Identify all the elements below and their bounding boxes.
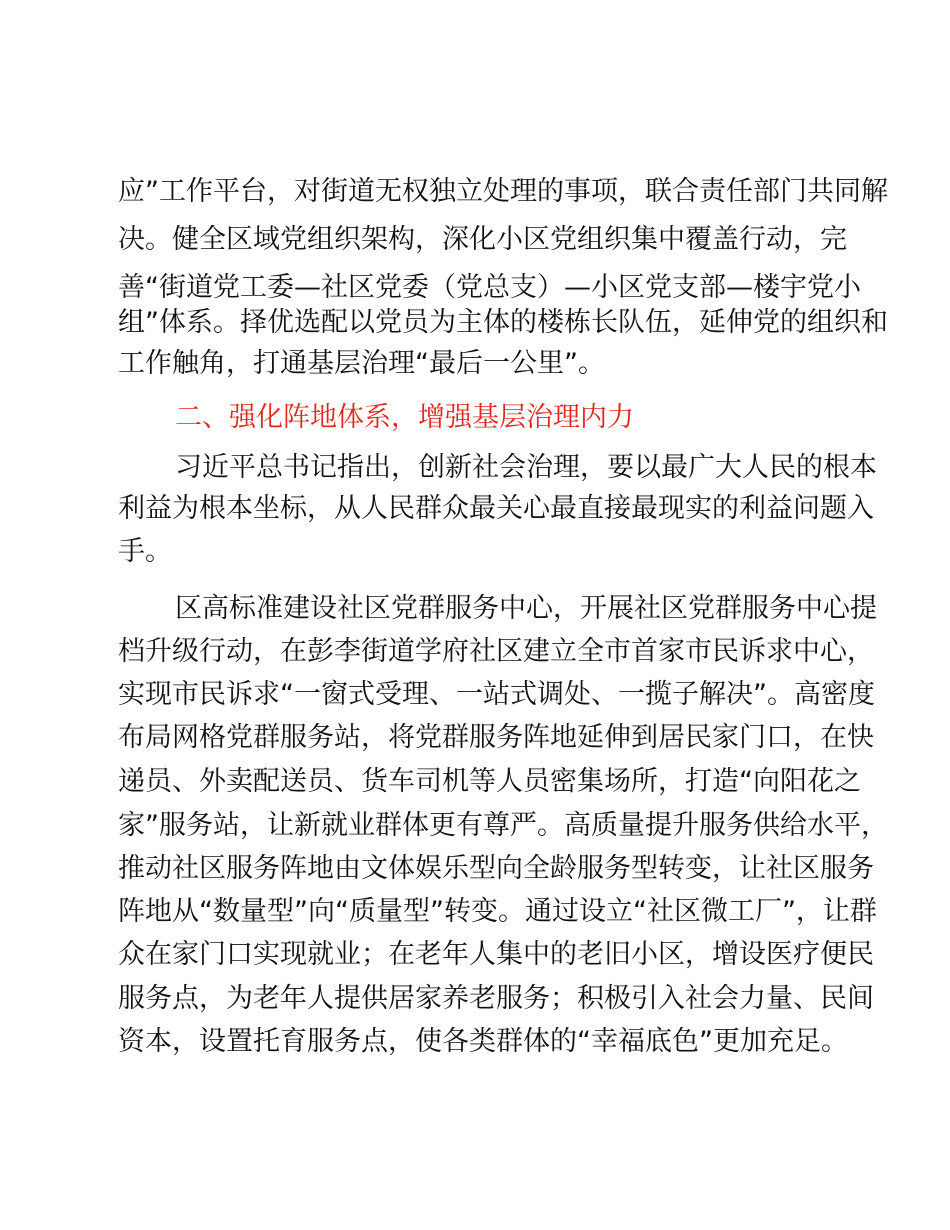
paragraph-3-line-4: 布局网格党群服务站，将党群服务阵地延伸到居民家门口，在快 — [118, 722, 874, 753]
paragraph-1-line-3: 善“街道党工委—社区党委（党总支）—小区党支部—楼宇党小 — [118, 272, 861, 303]
paragraph-1-line-1: 应”工作平台，对街道无权独立处理的事项，联合责任部门共同解 — [118, 176, 888, 207]
paragraph-3-line-2: 档升级行动，在彭李街道学府社区建立全市首家市民诉求中心， — [118, 636, 874, 667]
paragraph-1-line-5: 工作触角，打通基层治理“最后一公里”。 — [118, 348, 605, 379]
paragraph-2-line-1: 习近平总书记指出，创新社会治理，要以最广大人民的根本 — [175, 452, 877, 483]
paragraph-2-line-2: 利益为根本坐标，从人民群众最关心最直接最现实的利益问题入 — [118, 493, 874, 524]
paragraph-3-line-7: 推动社区服务阵地由文体娱乐型向全龄服务型转变，让社区服务 — [118, 853, 874, 884]
paragraph-3-line-9: 众在家门口实现就业；在老年人集中的老旧小区，增设医疗便民 — [118, 939, 874, 970]
paragraph-3-line-10: 服务点，为老年人提供居家养老服务；积极引入社会力量、民间 — [118, 983, 874, 1014]
paragraph-3-line-1: 区高标准建设社区党群服务中心，开展社区党群服务中心提 — [175, 593, 877, 624]
paragraph-2-line-3: 手。 — [118, 536, 172, 567]
paragraph-3-line-11: 资本，设置托育服务点，使各类群体的“幸福底色”更加充足。 — [118, 1026, 848, 1057]
section-heading: 二、强化阵地体系，增强基层治理内力 — [175, 402, 634, 433]
paragraph-1-line-4: 组”体系。择优选配以党员为主体的楼栋长队伍，延伸党的组织和 — [118, 307, 888, 338]
paragraph-3-line-3: 实现市民诉求“一窗式受理、一站式调处、一揽子解决”。高密度 — [118, 679, 875, 710]
paragraph-3-line-5: 递员、外卖配送员、货车司机等人员密集场所，打造“向阳花之 — [118, 766, 861, 797]
paragraph-1-line-2: 决。健全区域党组织架构，深化小区党组织集中覆盖行动，完 — [118, 224, 847, 255]
paragraph-3-line-6: 家”服务站，让新就业群体更有尊严。高质量提升服务供给水平， — [118, 810, 888, 841]
paragraph-3-line-8: 阵地从“数量型”向“质量型”转变。通过设立“社区微工厂”，让群 — [118, 896, 877, 927]
